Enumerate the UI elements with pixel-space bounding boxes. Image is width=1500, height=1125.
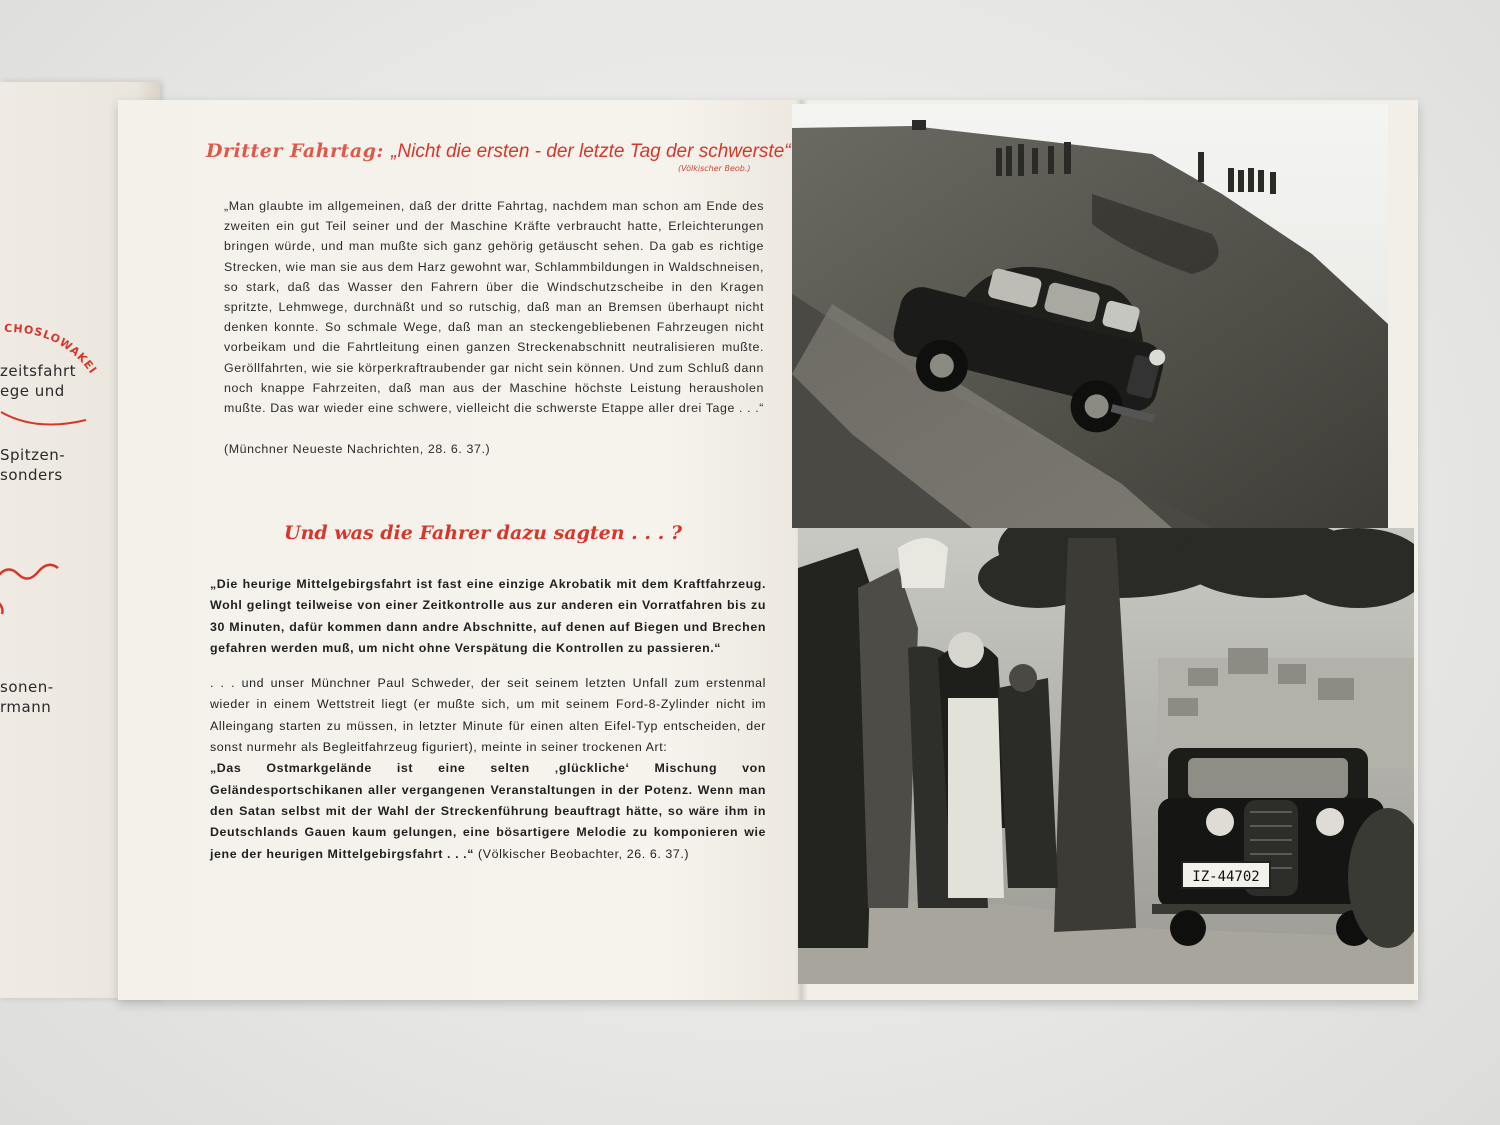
red-squiggle xyxy=(0,562,66,632)
heading-lead: Dritter Fahrtag: xyxy=(206,140,392,162)
intro-paragraph: . . . und unser Münchner Paul Schweder, der seit seinem letzten Unfall zum erstenmal wieder in einem Wettstreit liegt (er mußte sich, um mit seinem Ford-8-Zylinder nicht im Alleingang starten zu müssen, in letzter Minute für einen alten Eifel-Typ entscheiden, der sonst nurmehr als Begleitfahrzeug figuriert), meinte in seiner trockenen Art: xyxy=(210,676,766,755)
left-fragment: rmann xyxy=(0,698,52,716)
left-fragment: zeitsfahrt xyxy=(0,362,76,380)
left-fragment: Spitzen- xyxy=(0,446,66,464)
photo-car-on-slope xyxy=(792,104,1388,528)
left-fragment: ege und xyxy=(0,382,65,400)
bold-quote-2-source: (Völkischer Beobachter, 26. 6. 37.) xyxy=(474,846,690,861)
heading-quote: „Nicht die ersten - der letzte Tag der schwerste“ xyxy=(391,141,791,162)
heading-source: (Völkischer Beob.) xyxy=(678,164,751,173)
subheading: Und was die Fahrer dazu sagten . . . ? xyxy=(284,522,682,544)
brochure-spread xyxy=(118,100,1418,1000)
drivers-section xyxy=(210,574,766,865)
license-plate: IZ-44702 xyxy=(1192,869,1260,885)
stamp-text: CHOSLOWAKEI xyxy=(4,321,100,377)
quote-source: (Münchner Neueste Nachrichten, 28. 6. 37.) xyxy=(224,442,491,456)
article-heading xyxy=(206,140,791,163)
bold-quote-1: „Die heurige Mittelgebirgsfahrt ist fast eine einzige Akrobatik mit dem Kraftfahrzeug. Wohl gelingt teilweise von einer Zeitkontrolle aus zur anderen ein Vorratfahren bis zu 30 Minuten, dafür kommen dann andre Abschnitte, auf denen auf Biegen und Brechen gefahren werden muß, um nicht ohne Verspätung die Kontrollen zu passieren.“ xyxy=(210,577,766,655)
photo-spectators-and-car xyxy=(798,528,1414,984)
text-page xyxy=(118,100,802,1000)
left-fragment: sonders xyxy=(0,466,63,484)
bold-quote-2: „Das Ostmarkgelände ist eine selten ‚glückliche‘ Mischung von Geländesportschikanen aller vergangenen Veranstaltungen in der Potenz. Wenn man den Satan selbst mit der Wahl der Streckenführung beauftragt hätte, so wäre ihm in Deutschlands Gauen kaum gelungen, eine bösartigere Melodie zu komponieren wie jene der heurigen Mittelgebirgsfahrt . . .“ xyxy=(210,761,766,861)
left-fragment: sonen- xyxy=(0,678,54,696)
quote-paragraph: „Man glaubte im allgemeinen, daß der dritte Fahrtag, nachdem man schon am Ende des zweiten ein gut Teil seiner und der Maschine Kräfte verbraucht hatte, Erleichterungen bringen würde, und man mußte sich ganz gehörig getäuscht sehen. Da gab es richtige Strecken, wie man sie aus dem Harz gewohnt war, Schlammbildungen in Waldschneisen, so stark, daß das Wasser den Fahrern über die Windschutzscheibe in den Kragen spritzte, Lehmwege, durchnäßt und so rutschig, daß man an Bremsen überhaupt nicht denken konnte. So schmale Wege, daß man an steckengebliebenen Fahrzeugen nicht vorbeikam und die Fahrtleitung einen ganzen Streckenabschnitt neutralisieren mußte. Geröllfahrten, wie sie körperkraftraubender gar nicht sein können. Und zum Schluß dann noch knappe Fahrzeiten, daß man aus der Maschine höchste Leistung herausholen mußte. Das war wieder eine schwere, vielleicht die schwerste Etappe aller drei Tage . . .“ xyxy=(224,199,764,416)
